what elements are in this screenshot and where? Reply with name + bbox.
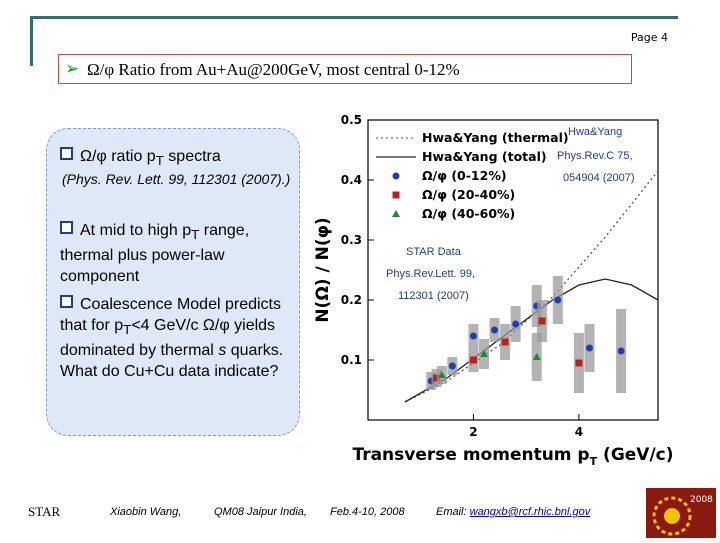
data-point-circle xyxy=(618,348,625,355)
legend-entry: Ω/φ (20-40%) xyxy=(422,187,516,202)
data-point-circle xyxy=(512,321,519,328)
bullet-text: range, thermal plus power-law component xyxy=(60,222,250,286)
star-annotation-2: Phys.Rev.Lett. 99, xyxy=(386,268,476,280)
x-tick-label: 2 xyxy=(469,425,478,439)
legend-entry: Ω/φ (0-12%) xyxy=(422,168,507,183)
bullet-coalescence xyxy=(60,294,290,382)
arrow-bullet-icon: ➢ xyxy=(65,59,80,78)
y-tick-label: 0.3 xyxy=(340,233,362,247)
bullet-text: <4 GeV/c Ω/φ yields dominated by thermal xyxy=(60,317,276,360)
bullet-text: Coalescence Model predicts that for p xyxy=(60,296,281,334)
conference-logo xyxy=(646,488,716,538)
bullet-text: spectra xyxy=(163,148,221,165)
square-bullet-icon xyxy=(60,147,73,160)
frame-left-line xyxy=(30,16,33,66)
subscript: T xyxy=(155,153,164,169)
bullet-text: Ω/φ ratio p xyxy=(80,148,156,165)
data-point-square xyxy=(575,360,582,367)
y-tick-label: 0.1 xyxy=(340,353,362,367)
page-number: Page 4 xyxy=(630,31,668,44)
data-point-square xyxy=(470,357,477,364)
logo-year: 2008 xyxy=(690,495,713,505)
hwa-annotation-3: 054904 (2007) xyxy=(563,172,635,184)
footer-email-row xyxy=(436,506,590,518)
citation-text: (Phys. Rev. Lett. 99, 112301 (2007).) xyxy=(62,171,291,187)
data-point-circle xyxy=(554,297,561,304)
bullet-thermal xyxy=(60,220,290,287)
legend-square-swatch xyxy=(393,192,400,199)
star-annotation-3: 112301 (2007) xyxy=(398,290,469,302)
email-link[interactable]: wangxb@rcf.rhic.bnl.gov xyxy=(469,506,591,518)
y-axis-label: N(Ω) / N(φ) xyxy=(313,217,333,323)
legend-entry: Hwa&Yang (total) xyxy=(422,149,547,164)
slide-title: Ω/φ Ratio from Au+Au@200GeV, most central 0-12% xyxy=(87,60,460,79)
y-tick-label: 0.2 xyxy=(340,293,362,307)
y-tick-label: 0.4 xyxy=(340,173,362,187)
frame-top-line xyxy=(30,16,678,19)
hwa-annotation-2: Phys.Rev.C 75, xyxy=(557,150,633,162)
x-axis-label: Transverse momentum $p_T$ (GeV/c) xyxy=(352,445,674,468)
footer-date: Feb.4-10, 2008 xyxy=(330,506,405,518)
x-tick-label: 4 xyxy=(574,425,584,439)
subscript: T xyxy=(191,227,200,243)
bullet-text: At mid to high p xyxy=(80,222,192,239)
hwa-annotation-1: Hwa&Yang xyxy=(568,126,623,138)
legend-entry: Ω/φ (40-60%) xyxy=(422,206,516,221)
data-point-circle xyxy=(491,327,498,334)
footer-conference: QM08 Jaipur India, xyxy=(214,506,307,518)
italic-text: s xyxy=(218,342,227,360)
square-bullet-icon xyxy=(60,295,73,308)
slide-title-box xyxy=(58,54,632,84)
star-annotation-1: STAR Data xyxy=(406,246,461,258)
data-point-square xyxy=(502,339,509,346)
legend-circle-swatch xyxy=(393,173,400,180)
y-tick-label: 0.5 xyxy=(340,113,362,127)
data-point-circle xyxy=(470,333,477,340)
legend-entry: Hwa&Yang (thermal) xyxy=(422,130,569,145)
footer-author: Xiaobin Wang, xyxy=(110,506,182,518)
bullet-spectra xyxy=(60,146,290,171)
subscript: T xyxy=(123,322,132,338)
data-point-square xyxy=(539,318,546,325)
bullet-text: quarks. What do Cu+Cu data indicate? xyxy=(60,342,284,381)
data-point-circle xyxy=(586,345,593,352)
email-label: Email: xyxy=(436,506,467,518)
data-point-circle xyxy=(449,363,456,370)
square-bullet-icon xyxy=(60,221,73,234)
star-logo: STAR xyxy=(28,504,61,519)
